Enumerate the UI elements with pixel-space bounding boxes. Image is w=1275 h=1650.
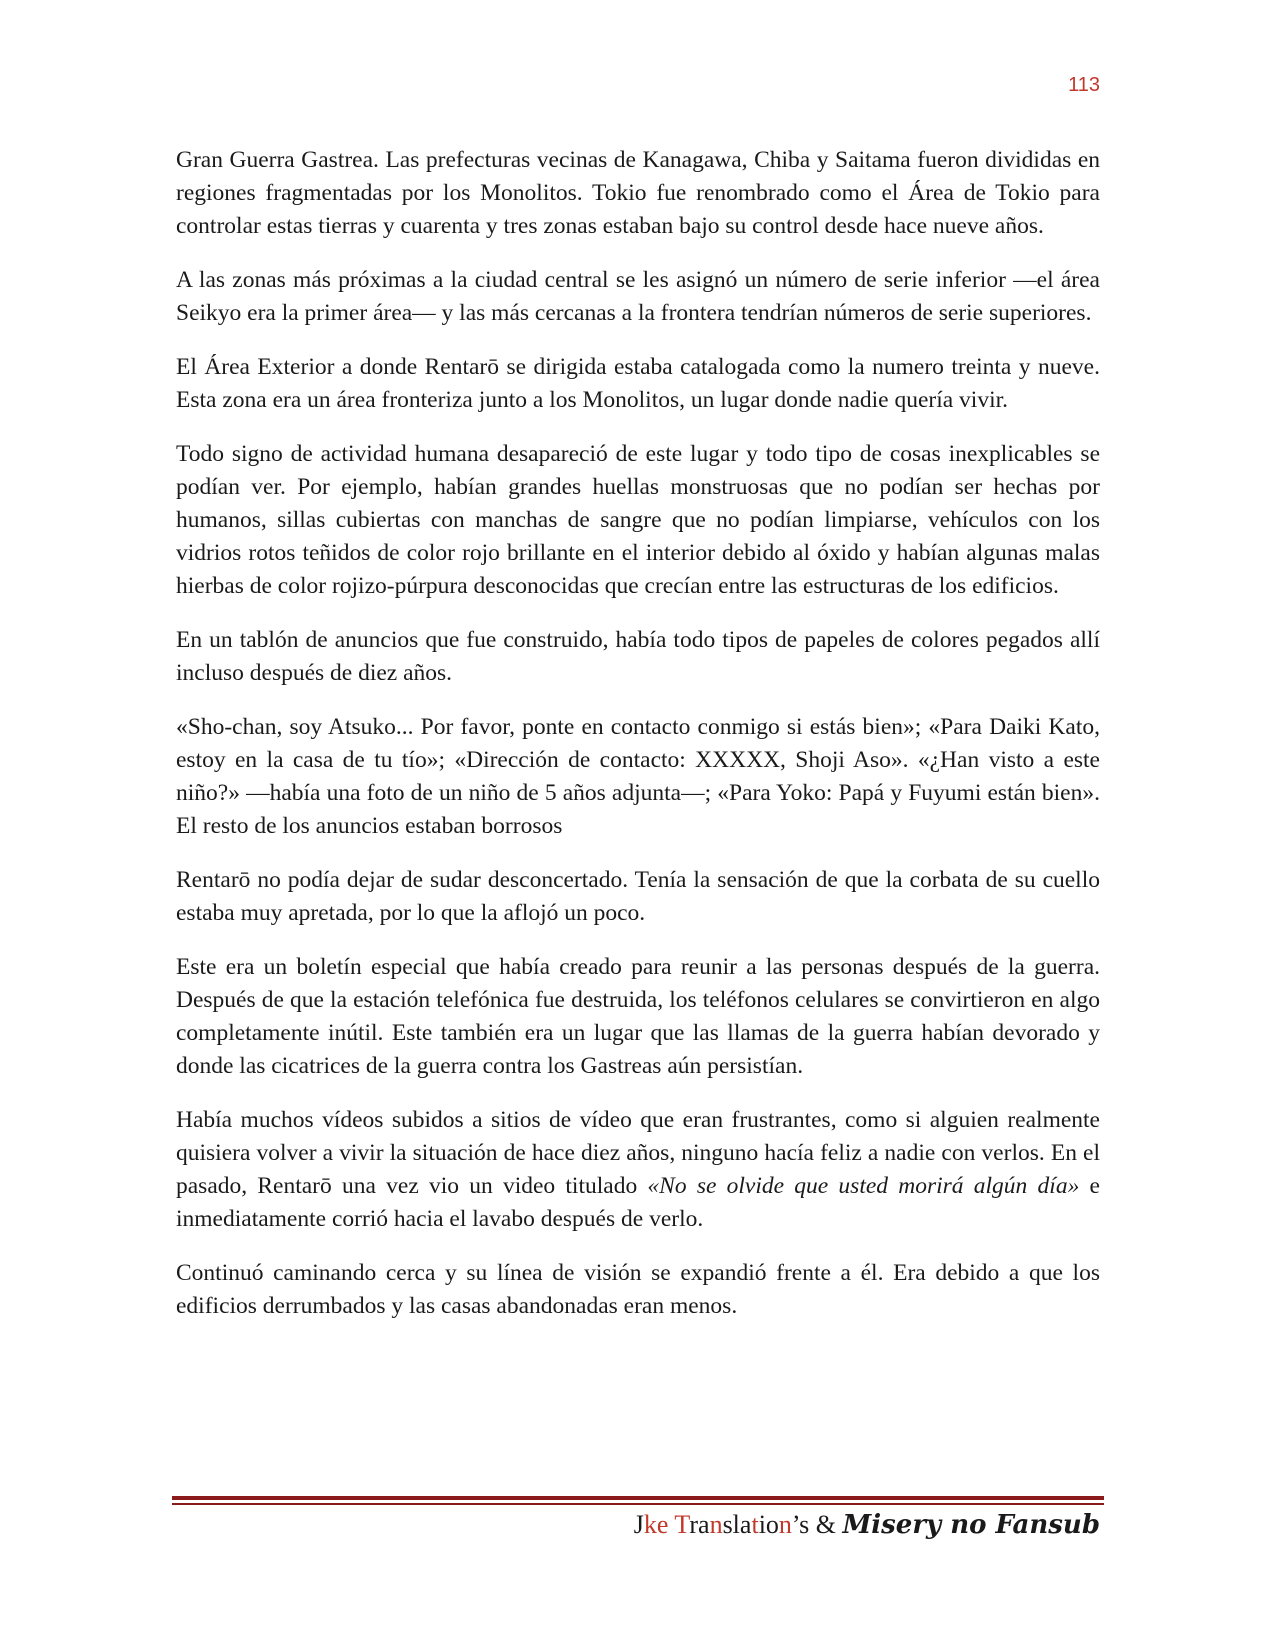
document-body <box>176 144 1100 1344</box>
footer-credit <box>600 1510 1100 1540</box>
paragraph-9-after: e inmediatamente corrió hacia el lavabo después de verlo. <box>176 1173 1100 1232</box>
footer-part-10: ’s <box>791 1510 810 1539</box>
paragraph-9 <box>176 1104 1100 1236</box>
footer-misery-logo: Misery no Fansub <box>842 1510 1100 1540</box>
footer-part-6: sla <box>722 1510 752 1539</box>
footer-part-7: t <box>751 1510 759 1539</box>
paragraph-1: Gran Guerra Gastrea. Las prefecturas vecinas de Kanagawa, Chiba y Saitama fueron divididas en regiones fragmentadas por los Monolitos. Tokio fue renombrado como el Área de Tokio para controlar estas tierras y cuarenta y tres zonas estaban bajo su control desde hace nueve años. <box>176 147 1100 239</box>
paragraph-8: Este era un boletín especial que había creado para reunir a las personas después de la guerra. Después de que la estación telefónica fue destruida, los teléfonos celulares se convirtieron en algo completamente inútil. Este también era un lugar que las llamas de la guerra habían devorado y donde las cicatrices de la guerra contra los Gastreas aún persistían. <box>176 954 1100 1079</box>
footer-part-2: ke <box>643 1510 669 1539</box>
footer-ampersand: & <box>809 1510 843 1539</box>
footer-part-5: n <box>709 1510 723 1539</box>
paragraph-4: Todo signo de actividad humana desapareció de este lugar y todo tipo de cosas inexplicables se podían ver. Por ejemplo, habían grandes huellas monstruosas que no podían ser hechas por humanos, sillas cubiertas con manchas de sangre que no podían limpiarse, vehículos con los vidrios rotos teñidos de color rojo brillante en el interior debido al óxido y habían algunas malas hierbas de color rojizo-púrpura desconocidas que crecían entre las estructuras de los edificios. <box>176 441 1100 599</box>
footer-part-4: ra <box>689 1510 710 1539</box>
page-number: 113 <box>1068 74 1100 96</box>
footer-part-9: n <box>778 1510 792 1539</box>
footer-rule-thin <box>172 1503 1104 1505</box>
paragraph-5: En un tablón de anuncios que fue construido, había todo tipos de papeles de colores pegados allí incluso después de diez años. <box>176 627 1100 686</box>
footer-part-8: io <box>758 1510 779 1539</box>
video-title: «No se olvide que usted morirá algún día» <box>647 1173 1080 1199</box>
footer-rule-thick <box>172 1496 1104 1500</box>
footer-part-1: J <box>633 1510 644 1539</box>
paragraph-2: A las zonas más próximas a la ciudad central se les asignó un número de serie inferior —el área Seikyo era la primer área— y las más cercanas a la frontera tendrían números de serie superiores. <box>176 267 1100 326</box>
paragraph-6: «Sho-chan, soy Atsuko... Por favor, ponte en contacto conmigo si estás bien»; «Para Daiki Kato, estoy en la casa de tu tío»; «Dirección de contacto: XXXXX, Shoji Aso». «¿Han visto a este niño?» —había una foto de un niño de 5 años adjunta—; «Para Yoko: Papá y Fuyumi están bien». El resto de los anuncios estaban borrosos <box>176 714 1100 839</box>
paragraph-10: Continuó caminando cerca y su línea de visión se expandió frente a él. Era debido a que los edificios derrumbados y las casas abandonadas eran menos. <box>176 1260 1100 1319</box>
paragraph-3: El Área Exterior a donde Rentarō se dirigida estaba catalogada como la numero treinta y nueve. Esta zona era un área fronteriza junto a los Monolitos, un lugar donde nadie quería vivir. <box>176 354 1100 413</box>
footer-part-3: T <box>668 1510 690 1539</box>
paragraph-9-before: Había muchos vídeos subidos a sitios de vídeo que eran frustrantes, como si alguien realmente quisiera volver a vivir la situación de hace diez años, ninguno hacía feliz a nadie con verlos. En el pasado, Rentarō una vez vio un video titulado <box>176 1107 1100 1199</box>
paragraph-7: Rentarō no podía dejar de sudar desconcertado. Tenía la sensación de que la corbata de su cuello estaba muy apretada, por lo que la aflojó un poco. <box>176 867 1100 926</box>
